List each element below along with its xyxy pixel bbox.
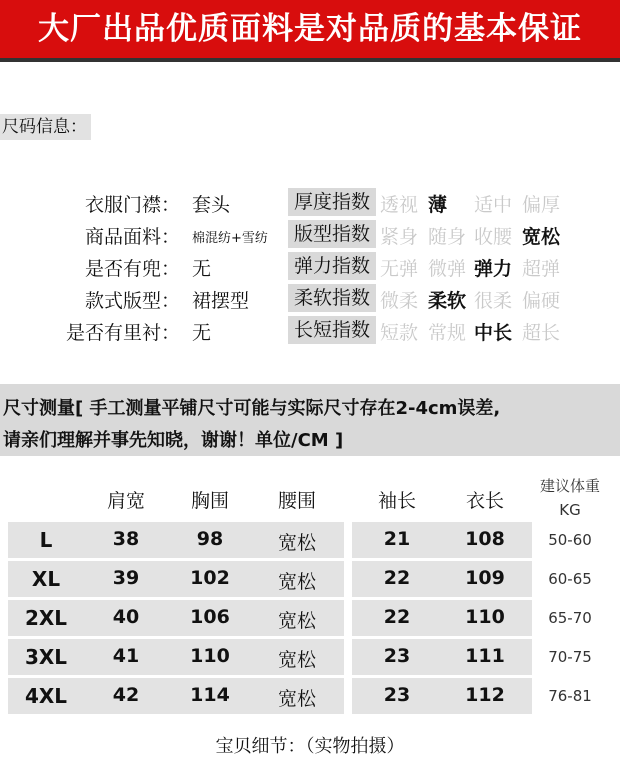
index-option: 微弹 <box>428 258 467 280</box>
info-label: 商品面料： <box>84 226 180 248</box>
info-value: 套头 <box>192 194 231 216</box>
waist-cell: 宽松 <box>277 532 316 554</box>
index-option: 很柔 <box>474 290 513 312</box>
index-label: 柔软指数 <box>288 284 376 312</box>
index-option-selected: 中长 <box>474 322 513 344</box>
waist-cell: 宽松 <box>277 688 316 710</box>
shoulder-cell: 38 <box>112 528 140 550</box>
header-banner <box>0 0 620 62</box>
size-cell: XL <box>31 567 61 591</box>
weight-cell: 60-65 <box>548 570 592 588</box>
waist-cell: 宽松 <box>277 649 316 671</box>
length-cell: 108 <box>465 528 505 550</box>
info-label: 款式版型： <box>84 290 180 312</box>
banner-title: 大厂出品优质面料是对品质的基本保证 <box>38 11 582 47</box>
weight-cell: 50-60 <box>548 531 592 549</box>
chest-cell: 114 <box>190 684 230 706</box>
weight-header-unit: KG <box>559 501 581 519</box>
index-option: 收腰 <box>474 226 513 248</box>
sleeve-cell: 23 <box>383 645 411 667</box>
index-option: 短款 <box>380 322 419 344</box>
index-option: 无弹 <box>380 258 419 280</box>
index-option: 适中 <box>474 194 513 216</box>
index-option-selected: 弹力 <box>474 258 513 280</box>
measurement-note-line-2: 请亲们理解并事先知晓，谢谢！单位/CM ] <box>3 430 344 451</box>
index-option-selected: 柔软 <box>428 290 467 312</box>
index-option: 超弹 <box>522 258 561 280</box>
length-cell: 110 <box>465 606 505 628</box>
weight-header <box>532 474 608 522</box>
size-cell: 3XL <box>24 645 68 669</box>
info-value: 棉混纺+雪纺 <box>192 231 268 246</box>
shoulder-cell: 41 <box>112 645 140 667</box>
sleeve-cell: 22 <box>383 606 411 628</box>
chest-cell: 98 <box>196 528 224 550</box>
chest-cell: 110 <box>190 645 230 667</box>
index-label: 弹力指数 <box>288 252 376 280</box>
index-option: 偏厚 <box>522 194 561 216</box>
product-details-caption: 宝贝细节：（实物拍摄） <box>215 736 405 757</box>
index-label: 版型指数 <box>288 220 376 248</box>
index-option-selected: 薄 <box>428 194 448 216</box>
info-label: 是否有里衬： <box>65 322 180 344</box>
index-option: 随身 <box>428 226 467 248</box>
info-value: 裙摆型 <box>192 290 250 312</box>
weight-cell: 76-81 <box>548 687 592 705</box>
shoulder-cell: 40 <box>112 606 140 628</box>
weight-cell: 70-75 <box>548 648 592 666</box>
length-cell: 112 <box>465 684 505 706</box>
length-cell: 109 <box>465 567 505 589</box>
waist-cell: 宽松 <box>277 571 316 593</box>
index-option: 超长 <box>522 322 561 344</box>
chest-cell: 106 <box>190 606 230 628</box>
chest-cell: 102 <box>190 567 230 589</box>
index-option: 常规 <box>428 322 467 344</box>
column-header: 肩宽 <box>106 490 145 512</box>
index-option: 微柔 <box>380 290 419 312</box>
info-label: 衣服门襟： <box>84 194 180 216</box>
index-label: 长短指数 <box>288 316 376 344</box>
sleeve-cell: 23 <box>383 684 411 706</box>
length-cell: 111 <box>465 645 505 667</box>
size-cell: L <box>39 528 53 552</box>
index-option-selected: 宽松 <box>522 226 561 248</box>
size-cell: 4XL <box>24 684 68 708</box>
column-header: 衣长 <box>465 490 504 512</box>
waist-cell: 宽松 <box>277 610 316 632</box>
sleeve-cell: 22 <box>383 567 411 589</box>
index-option: 偏硬 <box>522 290 561 312</box>
size-info-heading: 尺码信息： <box>0 114 91 140</box>
weight-header-label: 建议体重 <box>539 477 600 495</box>
measurement-note-line-1: 尺寸测量[ 手工测量平铺尺寸可能与实际尺寸存在2-4cm误差, <box>3 398 501 419</box>
column-header: 胸围 <box>190 490 229 512</box>
shoulder-cell: 42 <box>112 684 140 706</box>
measurement-note <box>0 384 620 456</box>
weight-cell: 65-70 <box>548 609 592 627</box>
index-option: 透视 <box>380 194 419 216</box>
size-cell: 2XL <box>24 606 68 630</box>
column-header: 袖长 <box>377 490 416 512</box>
info-label: 是否有兜： <box>84 258 180 280</box>
info-value: 无 <box>192 258 212 280</box>
shoulder-cell: 39 <box>112 567 140 589</box>
index-label: 厚度指数 <box>288 188 376 216</box>
info-value: 无 <box>192 322 212 344</box>
index-option: 紧身 <box>380 226 419 248</box>
sleeve-cell: 21 <box>383 528 411 550</box>
column-header: 腰围 <box>277 490 316 512</box>
